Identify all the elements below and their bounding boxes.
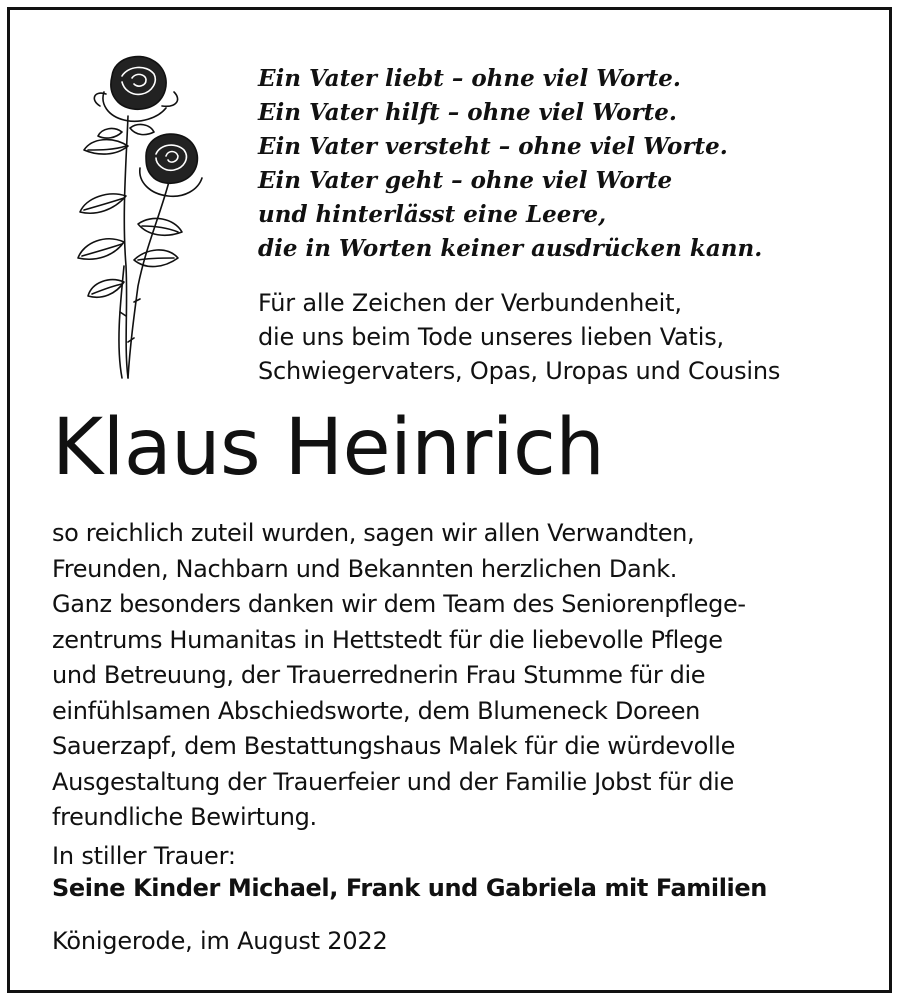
body-line: und Betreuung, der Trauerrednerin Frau Stumme für die — [52, 661, 706, 689]
body-line: zentrums Humanitas in Hettstedt für die liebevolle Pflege — [52, 625, 723, 654]
place-date: Königerode, im August 2022 — [52, 927, 388, 955]
rose-icon — [42, 46, 212, 386]
body-line: einfühlsamen Abschiedsworte, dem Blumeneck Doreen — [52, 696, 701, 725]
intro-line: die uns beim Tode unseres lieben Vatis, — [258, 323, 724, 351]
intro-line: Für alle Zeichen der Verbundenheit, — [258, 289, 682, 317]
poem-line: die in Worten keiner ausdrücken kann. — [258, 235, 763, 262]
body-line: Ausgestaltung der Trauerfeier und der Familie Jobst für die — [52, 767, 734, 796]
intro-line: Schwiegervaters, Opas, Uropas und Cousins — [258, 357, 781, 385]
poem-line: Ein Vater hilft – ohne viel Worte. — [258, 99, 677, 126]
poem-line: Ein Vater liebt – ohne viel Worte. — [258, 65, 681, 92]
signature: Seine Kinder Michael, Frank und Gabriela mit Familien — [52, 874, 767, 902]
intro-text — [258, 286, 878, 388]
body-line: Ganz besonders danken wir dem Team des Seniorenpflege- — [52, 590, 746, 618]
body-line: freundliche Bewirtung. — [52, 803, 317, 831]
deceased-name: Klaus Heinrich — [52, 403, 605, 493]
poem — [258, 62, 878, 266]
body-line: Sauerzapf, dem Bestattungshaus Malek für die würdevolle — [52, 732, 735, 760]
poem-line: Ein Vater geht – ohne viel Worte — [258, 167, 673, 194]
poem-line: Ein Vater versteht – ohne viel Worte. — [258, 133, 728, 160]
body-line: so reichlich zuteil wurden, sagen wir allen Verwandten, — [52, 519, 695, 547]
poem-line: und hinterlässt eine Leere, — [258, 201, 607, 228]
body-text — [52, 516, 852, 836]
mourning-intro: In stiller Trauer: — [52, 842, 236, 870]
body-line: Freunden, Nachbarn und Bekannten herzlichen Dank. — [52, 554, 678, 583]
